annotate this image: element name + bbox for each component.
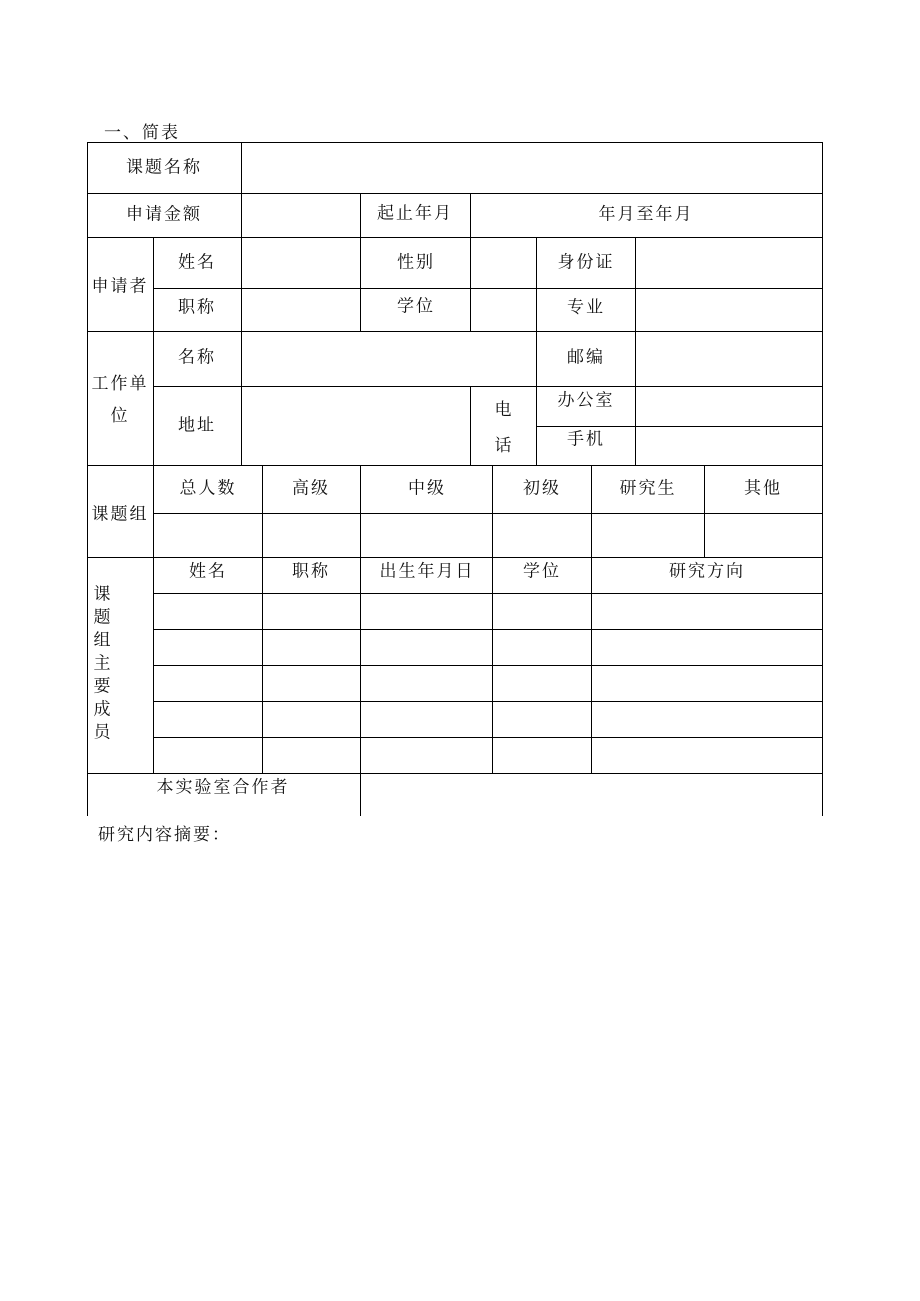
applicant-name-field[interactable] <box>242 238 360 288</box>
gender-field[interactable] <box>471 238 536 288</box>
team-total-field[interactable] <box>154 514 262 557</box>
phone-label: 电话 <box>494 400 512 456</box>
mobile-field[interactable] <box>636 427 822 465</box>
applicant-name-label: 姓名 <box>178 252 216 273</box>
team-other-field[interactable] <box>705 514 822 557</box>
amount-field[interactable] <box>242 194 360 237</box>
members-header-degree: 学位 <box>523 561 561 582</box>
team-intermediate-field[interactable] <box>361 514 492 557</box>
member-row[interactable] <box>154 666 822 701</box>
members-header-name: 姓名 <box>189 561 227 582</box>
team-graduate-field[interactable] <box>592 514 704 557</box>
topic-name-label: 课题名称 <box>126 157 202 178</box>
applicant-title-label: 职称 <box>178 297 216 318</box>
members-header-birthdate: 出生年月日 <box>379 561 475 582</box>
postcode-field[interactable] <box>636 332 822 386</box>
amount-label: 申请金额 <box>126 204 202 225</box>
team-senior-field[interactable] <box>263 514 360 557</box>
topic-name-field[interactable] <box>242 143 822 193</box>
team-junior-field[interactable] <box>493 514 591 557</box>
member-row[interactable] <box>154 702 822 737</box>
team-group-label: 课题组 <box>91 504 149 525</box>
collaborator-label: 本实验室合作者 <box>156 777 290 798</box>
period-value[interactable]: 年月至年月 <box>598 204 694 225</box>
member-row[interactable] <box>154 594 822 629</box>
team-header-junior: 初级 <box>523 478 561 499</box>
team-header-graduate: 研究生 <box>619 478 677 499</box>
office-phone-field[interactable] <box>636 387 822 426</box>
team-header-senior: 高级 <box>292 478 330 499</box>
degree-label: 学位 <box>397 296 435 317</box>
id-card-label: 身份证 <box>557 252 615 273</box>
team-header-total: 总人数 <box>179 478 237 499</box>
members-header-title: 职称 <box>292 561 330 582</box>
mobile-label: 手机 <box>567 429 605 450</box>
gender-label: 性别 <box>397 252 435 273</box>
work-unit-name-label: 名称 <box>178 347 216 368</box>
member-row[interactable] <box>154 738 822 773</box>
work-unit-group-label: 工作单位 <box>91 374 149 426</box>
major-label: 专业 <box>567 297 605 318</box>
section-title: 一、简表 <box>104 123 180 143</box>
address-label: 地址 <box>178 415 216 436</box>
major-field[interactable] <box>636 289 822 331</box>
abstract-label: 研究内容摘要： <box>98 825 231 845</box>
work-unit-name-field[interactable] <box>242 332 536 386</box>
team-header-other: 其他 <box>744 478 782 499</box>
period-label: 起止年月 <box>377 203 453 224</box>
applicant-title-field[interactable] <box>242 289 360 331</box>
members-header-direction: 研究方向 <box>669 561 745 582</box>
applicant-group-label: 申请者 <box>91 276 149 297</box>
member-row[interactable] <box>154 630 822 665</box>
postcode-label: 邮编 <box>567 347 605 368</box>
degree-field[interactable] <box>471 289 536 331</box>
members-group-label: 课题组主要成员 <box>93 584 111 743</box>
collaborator-field[interactable] <box>361 774 822 816</box>
id-card-field[interactable] <box>636 238 822 288</box>
team-header-intermediate: 中级 <box>408 478 446 499</box>
address-field[interactable] <box>242 387 470 465</box>
office-phone-label: 办公室 <box>557 390 615 411</box>
